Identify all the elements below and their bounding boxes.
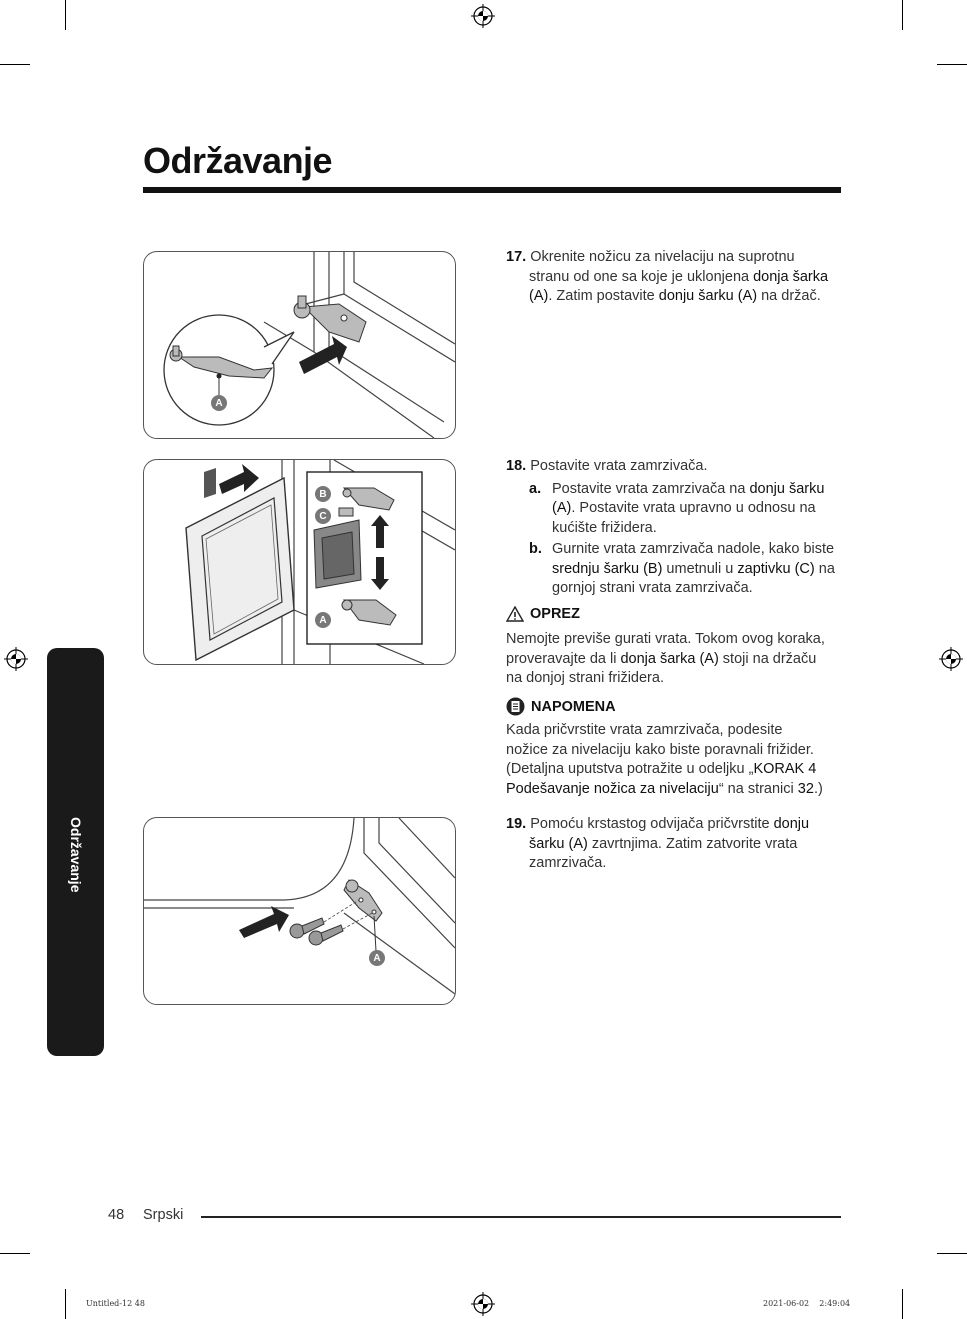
step-number: 18. [506,458,527,474]
text-run: “ na stranici [718,780,798,797]
figure-step-19 [143,817,456,1005]
text-run: donju šarku (A) [658,288,758,304]
crop-mark [65,1289,66,1319]
caution-title: OPREZ [530,606,580,622]
text-run: 32 [797,780,814,797]
registration-mark-icon [471,4,495,28]
print-slug-right: 2021-06-02 2:49:04 [763,1299,851,1308]
warning-icon [506,606,524,622]
text-run: donja šarka [753,268,829,285]
text-line: zamrzivača. [529,855,607,871]
registration-mark-icon [4,647,28,671]
page-number: 48 [108,1207,125,1223]
crop-mark [937,64,967,65]
hinge-leg-illustration [144,252,455,438]
text-line: kućište frižidera. [552,519,657,536]
note-title: NAPOMENA [531,698,616,715]
step-number: 19. [506,816,527,832]
note-header [506,697,616,716]
note-icon [506,697,525,716]
screw-hinge-illustration [144,818,455,1004]
text-run: Pomoću krstastog odvijača pričvrstite [530,816,774,832]
figure-step-18 [143,459,456,665]
caution-text [506,630,846,689]
registration-mark-icon [939,647,963,671]
figure-step-17 [143,251,456,439]
print-slug-left: Untitled-12 48 [86,1299,145,1308]
text-line: Okrenite nožicu za nivelaciju na suprotnu [530,249,795,265]
text-run: . Postavite vrata upravno u odnosu na [571,500,816,516]
text-run: (A) [552,500,572,516]
text-line: Kada pričvrstite vrata zamrzivača, podesite [506,722,783,738]
registration-mark-icon [471,1292,495,1316]
text-run: srednju šarku (B) [552,560,663,577]
freezer-door-illustration [144,460,455,664]
text-run: KORAK 4 [753,761,817,777]
text-run: Postavite vrata zamrzivača na [552,480,750,497]
callout-label: A [315,612,331,628]
text-run: . Zatim postavite [548,288,659,304]
text-line: nožice za nivelaciju kako biste poravnali frižider. [506,741,814,758]
text-run: donju [773,816,810,832]
step-18 [506,457,846,599]
crop-mark [0,64,30,65]
text-run: proveravajte da li [506,650,621,667]
text-line: Nemojte previše gurati vrata. Tokom ovog koraka, [506,631,825,647]
text-run: umetnuli u [662,560,738,577]
text-run: (A) [529,288,549,304]
title-rule [143,187,841,193]
text-run: donja šarka (A) [620,650,719,667]
text-line: Gurnite vrata zamrzivača nadole, kako biste [552,541,835,557]
note-text [506,721,846,799]
step-17 [506,248,846,307]
callout-label: B [315,486,331,502]
text-run: šarku (A) [529,835,588,852]
callout-label: A [369,950,385,966]
text-line: Postavite vrata zamrzivača. [530,458,708,474]
side-tab-label: Održavanje [68,817,84,893]
step-number: 17. [506,249,527,265]
text-run: zaptivku (C) [737,560,815,577]
text-run: Podešavanje nožica za nivelaciju [506,780,719,797]
crop-mark [902,1289,903,1319]
callout-label: A [211,395,227,411]
text-run: stoji na držaču [718,650,817,667]
text-line: na donjoj strani frižidera. [506,670,664,686]
caution-header [506,606,580,622]
crop-mark [0,1253,30,1254]
step-19 [506,815,846,874]
text-run: na držač. [757,288,821,304]
substep-label: b. [529,541,542,557]
text-run: na [814,560,835,577]
page-title: Održavanje [143,140,333,181]
text-line: gornjoj strani vrata zamrzivača. [552,580,753,596]
crop-mark [65,0,66,30]
callout-label: C [315,508,331,524]
footer-rule [201,1216,841,1218]
text-run: stranu od one sa koje je uklonjena [529,268,754,285]
page-language: Srpski [143,1207,184,1223]
crop-mark [902,0,903,30]
text-run: donju šarku [749,480,825,497]
text-run: (Detaljna uputstva potražite u odeljku „ [506,761,754,777]
text-run: zavrtnjima. Zatim zatvorite vrata [587,835,798,852]
text-run: .) [813,780,823,797]
substep-label: a. [529,480,542,497]
crop-mark [937,1253,967,1254]
